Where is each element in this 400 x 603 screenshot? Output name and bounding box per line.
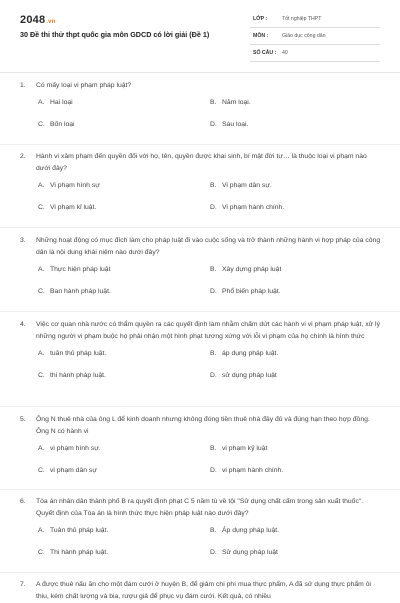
question-stem xyxy=(20,235,382,259)
question-text: A được thuê nấu ăn cho một đám cưới ở huyện B, để giảm chi phí mua thực phẩm, A đã sử dụng thực phẩm ôi thiu, kém chất lượng và bia, rượu giả để phục vụ đám cưới. Kết quả, có nhiều xyxy=(36,581,371,600)
question-1 xyxy=(20,80,382,143)
option-c[interactable] xyxy=(38,467,97,474)
option-letter: D. xyxy=(210,204,217,211)
question-stem xyxy=(20,80,382,92)
option-letter: D. xyxy=(210,121,217,128)
site-logo[interactable] xyxy=(20,14,56,26)
option-letter: B. xyxy=(210,99,217,106)
option-letter: D. xyxy=(210,288,217,295)
header-divider xyxy=(0,72,400,73)
option-a[interactable] xyxy=(38,527,108,534)
question-stem xyxy=(20,151,382,175)
option-b[interactable] xyxy=(210,445,267,452)
meta-label: LỚP : xyxy=(253,16,268,22)
options-grid xyxy=(38,99,382,143)
option-a[interactable] xyxy=(38,99,73,106)
question-number: 6. xyxy=(20,498,26,505)
option-text: Vi phạm dân sự. xyxy=(222,182,272,189)
question-number: 1. xyxy=(20,82,26,89)
options-grid xyxy=(38,445,382,489)
meta-label: SỐ CÂU : xyxy=(253,50,277,56)
option-letter: D. xyxy=(210,372,217,379)
option-d[interactable] xyxy=(210,204,284,211)
option-letter: A. xyxy=(38,527,45,534)
options-grid xyxy=(38,350,382,394)
question-text: Những hoạt động có mục đích làm cho pháp luật đi vào cuộc sống và trở thành những hành vi hợp pháp của công dân là nội dung khái niệm nào dưới đây? xyxy=(36,237,381,256)
question-text: Hành vi xâm phạm đến quyền đối với họ, tên, quyền được khai sinh, bí mật đời tư… là thuộc loại vi phạm nào dưới đây? xyxy=(36,153,367,172)
option-letter: A. xyxy=(38,266,45,273)
option-c[interactable] xyxy=(38,204,96,211)
question-number: 2. xyxy=(20,153,26,160)
option-letter: C. xyxy=(38,372,45,379)
question-stem xyxy=(20,579,382,603)
option-d[interactable] xyxy=(210,288,281,295)
question-text: Ông N thuê nhà của ông L để kinh doanh nhưng không đóng tiền thuê nhà đầy đủ và đúng hạn theo hợp đồng. Ông N có hành vi xyxy=(36,416,370,435)
option-letter: C. xyxy=(38,467,45,474)
option-text: Xây dựng pháp luật xyxy=(222,266,282,273)
option-text: sử dụng pháp luật xyxy=(222,372,277,379)
question-6 xyxy=(20,496,382,571)
meta-row-question-count xyxy=(250,46,380,62)
question-number: 5. xyxy=(20,416,26,423)
option-c[interactable] xyxy=(38,288,111,295)
question-number: 3. xyxy=(20,237,26,244)
question-4 xyxy=(20,319,382,394)
option-text: Tuân thủ pháp luật. xyxy=(50,527,109,534)
option-b[interactable] xyxy=(210,99,251,106)
option-letter: C. xyxy=(38,549,45,556)
option-text: tuân thủ pháp luật. xyxy=(50,350,107,357)
option-b[interactable] xyxy=(210,182,272,189)
option-text: Thi hành pháp luật. xyxy=(50,549,109,556)
option-text: Bốn loại xyxy=(50,121,75,128)
option-d[interactable] xyxy=(210,121,248,128)
question-number: 7. xyxy=(20,581,26,588)
option-letter: B. xyxy=(210,266,217,273)
option-text: Phổ biến pháp luật. xyxy=(222,288,281,295)
option-letter: D. xyxy=(210,467,217,474)
option-letter: B. xyxy=(210,182,217,189)
option-text: Năm loại. xyxy=(222,99,251,106)
question-2 xyxy=(20,151,382,226)
question-divider xyxy=(0,311,400,312)
option-letter: D. xyxy=(210,549,217,556)
options-grid xyxy=(38,527,382,571)
question-text: Có mấy loại vi phạm pháp luật? xyxy=(36,82,132,89)
option-b[interactable] xyxy=(210,266,281,273)
option-text: áp dụng pháp luật. xyxy=(222,350,279,357)
logo-text: 2048 xyxy=(20,14,46,26)
question-3 xyxy=(20,235,382,310)
option-letter: A. xyxy=(38,99,45,106)
option-text: thi hành pháp luật. xyxy=(50,372,106,379)
option-text: Sử dụng pháp luật xyxy=(222,549,278,556)
exam-meta-table xyxy=(250,12,380,63)
option-text: vi phạm kỷ luật xyxy=(222,445,268,452)
option-text: Ban hành pháp luật. xyxy=(50,288,111,295)
option-letter: C. xyxy=(38,204,45,211)
question-stem xyxy=(20,496,382,520)
option-letter: A. xyxy=(38,182,45,189)
question-divider xyxy=(0,489,400,490)
option-letter: C. xyxy=(38,121,45,128)
option-text: Hai loại xyxy=(50,99,73,106)
meta-value: Tốt nghiệp THPT xyxy=(282,16,322,22)
option-d[interactable] xyxy=(210,372,277,379)
option-text: Vi phạm hình sự xyxy=(50,182,100,189)
meta-value: Giáo dục công dân xyxy=(282,33,326,39)
question-divider xyxy=(0,406,400,407)
option-text: Vi phạm hành chính. xyxy=(222,204,285,211)
meta-value: 40 xyxy=(282,50,288,56)
option-text: Áp dụng pháp luật. xyxy=(222,527,280,534)
question-5 xyxy=(20,414,382,489)
option-text: vi phạm hình sự. xyxy=(50,445,101,452)
question-stem xyxy=(20,319,382,343)
option-text: vi phạm hành chính. xyxy=(222,467,284,474)
option-text: Vi phạm kỉ luật. xyxy=(50,204,97,211)
option-text: vi phạm dân sự xyxy=(50,467,97,474)
question-divider xyxy=(0,227,400,228)
option-text: Sáu loại. xyxy=(222,121,249,128)
option-c[interactable] xyxy=(38,372,106,379)
option-text: Thực hiện pháp luật xyxy=(50,266,111,273)
option-a[interactable] xyxy=(38,445,101,452)
question-text: Tòa án nhân dân thành phố B ra quyết định phạt C 5 năm tù về tội "Sử dụng chất cấm trong sản xuất thuốc". Quyết định của Tòa án là hình thức thực hiện pháp luật nào dưới đây? xyxy=(36,498,364,517)
option-a[interactable] xyxy=(38,350,106,357)
logo-suffix: .vn xyxy=(46,19,56,25)
option-b[interactable] xyxy=(210,527,279,534)
options-grid xyxy=(38,182,382,226)
option-c[interactable] xyxy=(38,549,108,556)
options-grid xyxy=(38,266,382,310)
document-header xyxy=(0,0,400,72)
option-a[interactable] xyxy=(38,266,110,273)
option-d[interactable] xyxy=(210,549,278,556)
question-text: Việc cơ quan nhà nước có thẩm quyền ra các quyết định làm nhằm chấm dứt các hành vi vi phạm pháp luật, xử lý những người vi phạm buộc họ phải nhận một hình phạt tương xứng với lỗi vi phạm của họ chính là hình thức xyxy=(36,321,380,340)
option-letter: B. xyxy=(210,527,217,534)
question-divider xyxy=(0,144,400,145)
option-letter: B. xyxy=(210,350,217,357)
option-d[interactable] xyxy=(210,467,283,474)
option-letter: A. xyxy=(38,445,45,452)
option-b[interactable] xyxy=(210,350,278,357)
option-letter: C. xyxy=(38,288,45,295)
question-divider xyxy=(0,572,400,573)
question-7 xyxy=(20,579,382,603)
meta-row-class xyxy=(250,12,380,28)
option-c[interactable] xyxy=(38,121,75,128)
meta-label: MÔN : xyxy=(253,33,269,39)
question-stem xyxy=(20,414,382,438)
option-a[interactable] xyxy=(38,182,100,189)
option-letter: A. xyxy=(38,350,45,357)
option-letter: B. xyxy=(210,445,217,452)
meta-row-subject xyxy=(250,29,380,45)
document-title: 30 Đề thi thử thpt quốc gia môn GDCD có lời giải (Đề 1) xyxy=(20,30,210,39)
question-number: 4. xyxy=(20,321,26,328)
